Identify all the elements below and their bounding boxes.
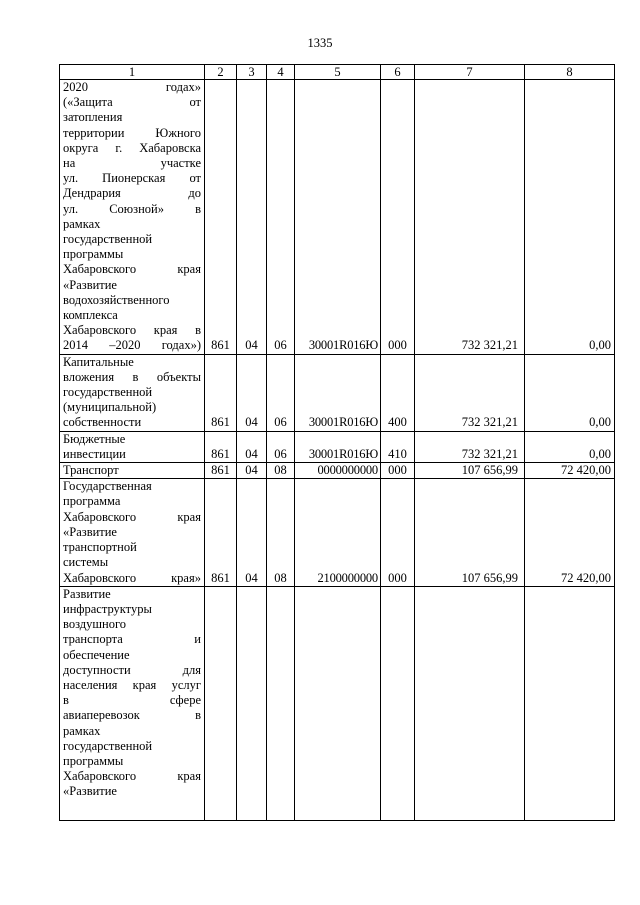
gr-admin-code — [205, 586, 237, 820]
row-description — [60, 354, 205, 431]
description-line: Развитие — [63, 586, 111, 601]
description-line: Дендрария до — [63, 186, 201, 201]
description-line: воздушного — [63, 617, 127, 632]
amount-2020: 107 656,99 — [415, 479, 525, 586]
amount-2021 — [525, 586, 615, 820]
description-line: государственной — [63, 232, 153, 247]
amount-2020: 732 321,21 — [415, 354, 525, 431]
subsection-code: 06 — [267, 431, 295, 462]
description-line: системы — [63, 555, 109, 570]
subsection-code: 08 — [267, 479, 295, 586]
gr-admin-code: 861 — [205, 463, 237, 479]
description-line: транспортной — [63, 540, 137, 555]
description-line: Государственная — [63, 479, 152, 494]
description-line: программы — [63, 247, 124, 262]
column-header: 5 — [295, 65, 381, 80]
description-line: доступности для — [63, 662, 201, 677]
expense-type-code: 000 — [381, 80, 415, 355]
description-line: программы — [63, 753, 124, 768]
section-code: 04 — [237, 431, 267, 462]
section-code: 04 — [237, 479, 267, 586]
description-line: ул. Союзной» в — [63, 201, 201, 216]
expense-type-code: 410 — [381, 431, 415, 462]
description-line: затопления — [63, 110, 123, 125]
gr-admin-code: 861 — [205, 354, 237, 431]
amount-2021: 0,00 — [525, 431, 615, 462]
amount-2020: 107 656,99 — [415, 463, 525, 479]
description-line: государственной — [63, 385, 153, 400]
description-line: государственной — [63, 738, 153, 753]
row-description — [60, 586, 205, 820]
row-description — [60, 479, 205, 586]
description-line: «Развитие — [63, 784, 117, 799]
description-line: собственности — [63, 415, 142, 430]
description-line: Хабаровского края — [63, 509, 201, 524]
description-line: авиаперевозок в — [63, 708, 201, 723]
description-line: 2014 –2020 годах») — [63, 338, 201, 353]
expense-type-code: 000 — [381, 463, 415, 479]
table-row — [60, 479, 615, 586]
column-header: 3 — [237, 65, 267, 80]
expense-type-code: 000 — [381, 479, 415, 586]
description-line: населения края услуг — [63, 677, 201, 692]
target-article-code: 30001R016Ю — [295, 80, 381, 355]
target-article-code: 30001R016Ю — [295, 354, 381, 431]
column-header: 4 — [267, 65, 295, 80]
description-line: рамках — [63, 216, 101, 231]
amount-2021: 0,00 — [525, 354, 615, 431]
description-line: (муниципальной) — [63, 400, 157, 415]
description-line: комплекса — [63, 308, 118, 323]
target-article-code: 30001R016Ю — [295, 431, 381, 462]
subsection-code — [267, 586, 295, 820]
gr-admin-code: 861 — [205, 479, 237, 586]
section-code: 04 — [237, 354, 267, 431]
expense-type-code: 400 — [381, 354, 415, 431]
description-line: Хабаровского края в — [63, 323, 201, 338]
description-line: Капитальные — [63, 354, 134, 369]
description-line: рамках — [63, 723, 101, 738]
description-line: Хабаровского края — [63, 262, 201, 277]
subsection-code: 06 — [267, 80, 295, 355]
subsection-code: 08 — [267, 463, 295, 479]
description-line: «Развитие — [63, 524, 117, 539]
row-description — [60, 80, 205, 355]
gr-admin-code: 861 — [205, 80, 237, 355]
description-line: Бюджетные — [63, 431, 126, 446]
amount-2021: 72 420,00 — [525, 479, 615, 586]
description-line: Хабаровского края» — [63, 570, 201, 585]
target-article-code — [295, 586, 381, 820]
target-article-code: 0000000000 — [295, 463, 381, 479]
description-line: территории Южного — [63, 125, 201, 140]
table-header-row — [60, 65, 615, 80]
section-code: 04 — [237, 80, 267, 355]
description-line: вложения в объекты — [63, 369, 201, 384]
amount-2020 — [415, 586, 525, 820]
description-line: округа г. Хабаровска — [63, 140, 201, 155]
description-line: водохозяйственного — [63, 292, 170, 307]
section-code: 04 — [237, 463, 267, 479]
description-line: («Защита от — [63, 95, 201, 110]
table-row — [60, 80, 615, 355]
description-line: Транспорт — [63, 463, 119, 478]
description-line: Хабаровского края — [63, 769, 201, 784]
column-header: 2 — [205, 65, 237, 80]
description-line: обеспечение — [63, 647, 130, 662]
amount-2020: 732 321,21 — [415, 80, 525, 355]
amount-2020: 732 321,21 — [415, 431, 525, 462]
page-number: 1335 — [307, 36, 333, 50]
description-line: в сфере — [63, 693, 201, 708]
amount-2021: 0,00 — [525, 80, 615, 355]
description-line: 2020 годах» — [63, 80, 201, 94]
target-article-code: 2100000000 — [295, 479, 381, 586]
description-line: «Развитие — [63, 277, 117, 292]
gr-admin-code: 861 — [205, 431, 237, 462]
description-line: инфраструктуры — [63, 601, 152, 616]
description-line: инвестиции — [63, 446, 126, 461]
table-row — [60, 431, 615, 462]
row-description — [60, 431, 205, 462]
column-header: 7 — [415, 65, 525, 80]
column-header: 6 — [381, 65, 415, 80]
description-line: ул. Пионерская от — [63, 171, 201, 186]
expense-type-code — [381, 586, 415, 820]
table-row — [60, 586, 615, 820]
table-row — [60, 463, 615, 479]
section-code — [237, 586, 267, 820]
budget-table — [59, 64, 615, 821]
amount-2021: 72 420,00 — [525, 463, 615, 479]
description-line: транспорта и — [63, 632, 201, 647]
description-line: программа — [63, 494, 121, 509]
row-description — [60, 463, 205, 479]
column-header: 8 — [525, 65, 615, 80]
table-row — [60, 354, 615, 431]
subsection-code: 06 — [267, 354, 295, 431]
description-line: на участке — [63, 156, 201, 171]
column-header: 1 — [60, 65, 205, 80]
